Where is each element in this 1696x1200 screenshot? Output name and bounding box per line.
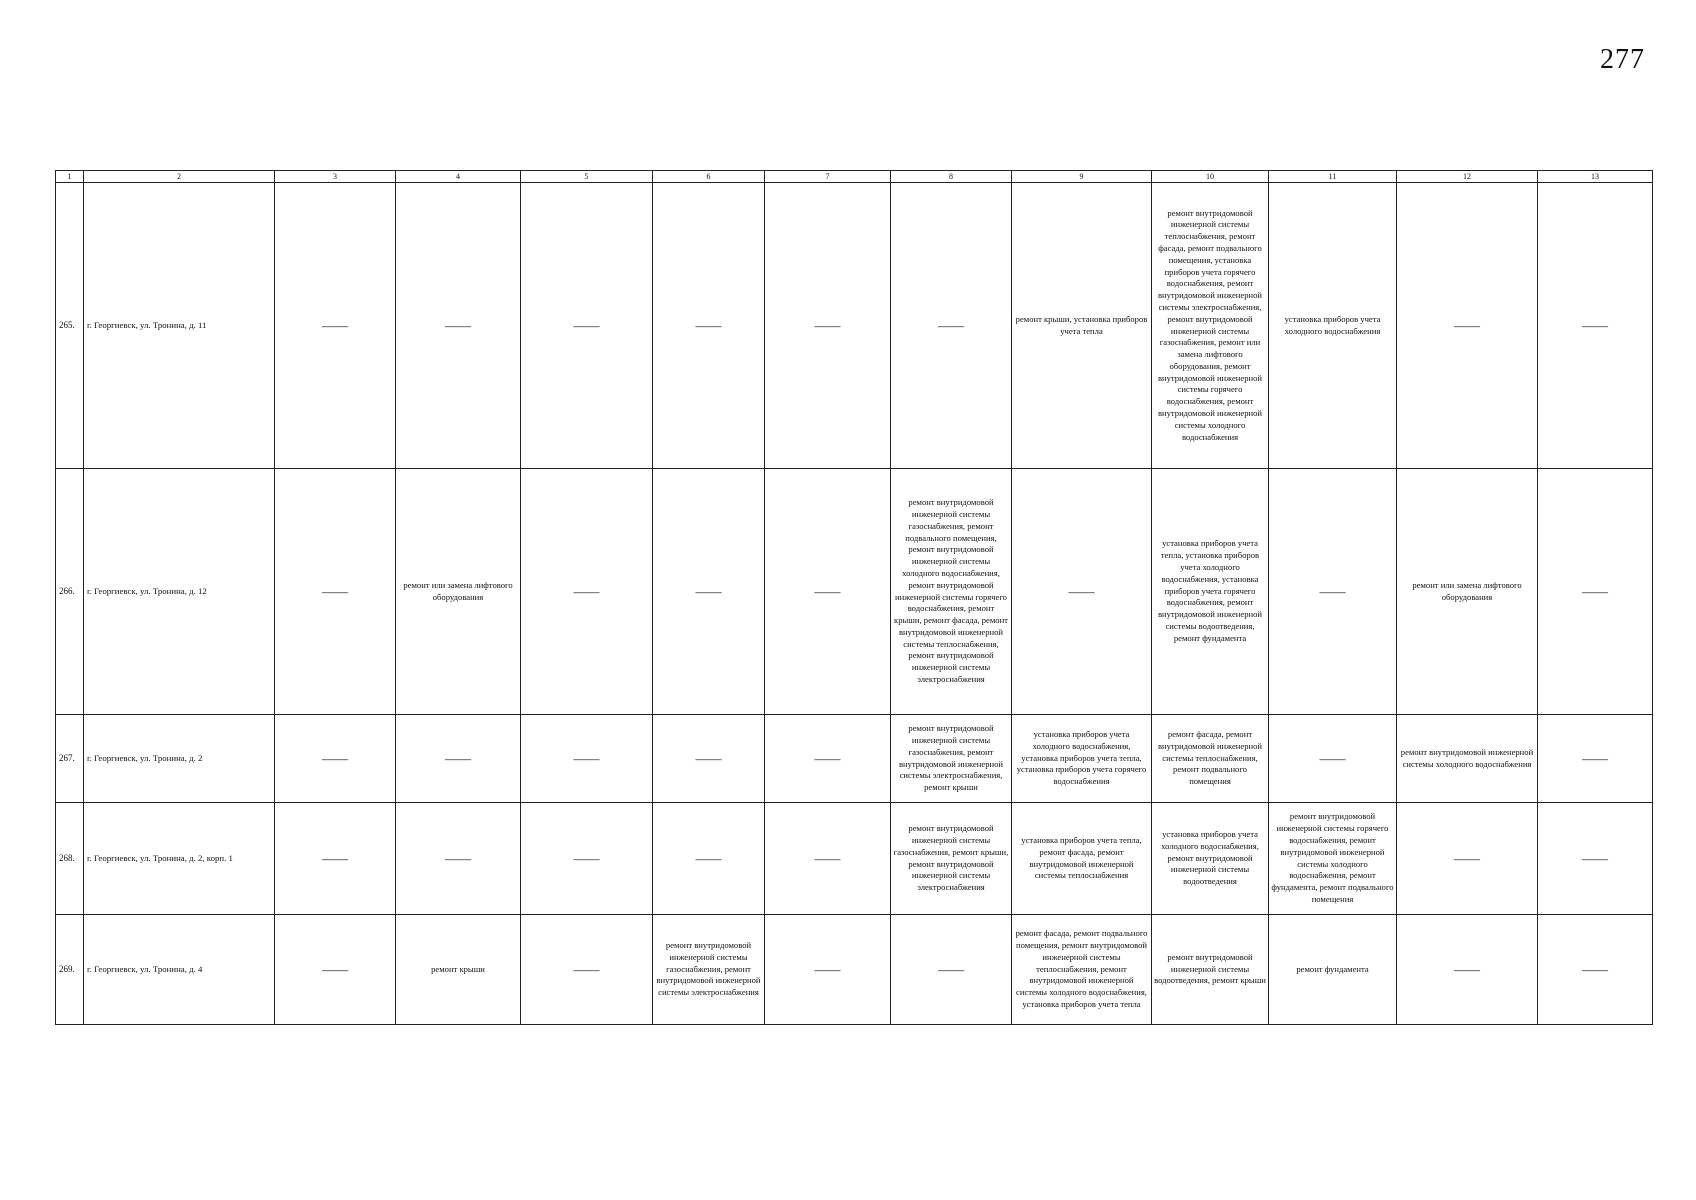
dash-cell: ——	[1538, 183, 1653, 469]
column-number: 10	[1152, 171, 1269, 183]
work-cell: ремонт внутридомовой инженерной системы газоснабжения, ремонт подвального помещения, ремонт внутридомовой инженерной системы холодного водоснабжения, ремонт внутридомовой инженерной системы горячего водоснабжения, ремонт крыши, ремонт фасада, ремонт внутридомовой инженерной системы теплоснабжения, ремонт внутридомовой инженерной системы электроснабжения	[891, 469, 1012, 715]
dash-cell: ——	[275, 803, 396, 915]
dash-cell: ——	[396, 803, 521, 915]
work-cell: ремонт внутридомовой инженерной системы водоотведения, ремонт крыши	[1152, 915, 1269, 1025]
work-cell: ремонт фасада, ремонт внутридомовой инженерной системы теплоснабжения, ремонт подвального помещения	[1152, 715, 1269, 803]
column-number: 7	[765, 171, 891, 183]
work-cell: установка приборов учета холодного водоснабжения	[1269, 183, 1397, 469]
dash-cell: ——	[1269, 715, 1397, 803]
work-cell: ремонт или замена лифтового оборудования	[1397, 469, 1538, 715]
work-cell: ремонт внутридомовой инженерной системы газоснабжения, ремонт внутридомовой инженерной системы электроснабжения, ремонт крыши	[891, 715, 1012, 803]
work-cell: установка приборов учета холодного водоснабжения, установка приборов учета тепла, установка приборов учета горячего водоснабжения	[1012, 715, 1152, 803]
column-number: 11	[1269, 171, 1397, 183]
dash-cell: ——	[1538, 715, 1653, 803]
dash-cell: ——	[891, 183, 1012, 469]
dash-cell: ——	[765, 183, 891, 469]
column-number: 3	[275, 171, 396, 183]
row-number: 269.	[56, 915, 84, 1025]
work-cell: ремонт внутридомовой инженерной системы газоснабжения, ремонт крыши, ремонт внутридомовой инженерной системы электроснабжения	[891, 803, 1012, 915]
table-row	[56, 183, 1653, 469]
column-number-row	[56, 171, 1653, 183]
dash-cell: ——	[396, 183, 521, 469]
dash-cell: ——	[1397, 915, 1538, 1025]
dash-cell: ——	[521, 915, 653, 1025]
dash-cell: ——	[1269, 469, 1397, 715]
table-row	[56, 803, 1653, 915]
address-cell: г. Георгиевск, ул. Тронина, д. 12	[84, 469, 275, 715]
dash-cell: ——	[765, 715, 891, 803]
dash-cell: ——	[521, 469, 653, 715]
table-row	[56, 915, 1653, 1025]
row-number: 268.	[56, 803, 84, 915]
work-cell: ремонт фундамента	[1269, 915, 1397, 1025]
address-cell: г. Георгиевск, ул. Тронина, д. 11	[84, 183, 275, 469]
dash-cell: ——	[521, 715, 653, 803]
dash-cell: ——	[765, 915, 891, 1025]
dash-cell: ——	[275, 469, 396, 715]
address-cell: г. Георгиевск, ул. Тронина, д. 4	[84, 915, 275, 1025]
dash-cell: ——	[653, 803, 765, 915]
address-cell: г. Георгиевск, ул. Тронина, д. 2	[84, 715, 275, 803]
work-cell: установка приборов учета тепла, ремонт фасада, ремонт внутридомовой инженерной системы теплоснабжения	[1012, 803, 1152, 915]
dash-cell: ——	[275, 183, 396, 469]
dash-cell: ——	[1012, 469, 1152, 715]
dash-cell: ——	[653, 183, 765, 469]
row-number: 265.	[56, 183, 84, 469]
dash-cell: ——	[653, 715, 765, 803]
work-cell: ремонт внутридомовой инженерной системы теплоснабжения, ремонт фасада, ремонт подвального помещения, установка приборов учета горячего водоснабжения, ремонт внутридомовой инженерной системы электроснабжения, ремонт внутридомовой инженерной системы газоснабжения, ремонт или замена лифтового оборудования, ремонт внутридомовой инженерной системы горячего водоснабжения, ремонт внутридомовой инженерной системы холодного водоснабжения	[1152, 183, 1269, 469]
table-row	[56, 469, 1653, 715]
column-number: 8	[891, 171, 1012, 183]
work-cell: ремонт внутридомовой инженерной системы холодного водоснабжения	[1397, 715, 1538, 803]
dash-cell: ——	[275, 915, 396, 1025]
column-number: 13	[1538, 171, 1653, 183]
column-number: 6	[653, 171, 765, 183]
dash-cell: ——	[396, 715, 521, 803]
dash-cell: ——	[1538, 915, 1653, 1025]
work-cell: ремонт фасада, ремонт подвального помещения, ремонт внутридомовой инженерной системы теплоснабжения, ремонт внутридомовой инженерной системы холодного водоснабжения, установка приборов учета тепла	[1012, 915, 1152, 1025]
work-cell: ремонт внутридомовой инженерной системы горячего водоснабжения, ремонт внутридомовой инженерной системы холодного водоснабжения, ремонт фундамента, ремонт подвального помещения	[1269, 803, 1397, 915]
dash-cell: ——	[275, 715, 396, 803]
address-cell: г. Георгиевск, ул. Тронина, д. 2, корп. 1	[84, 803, 275, 915]
work-cell: установка приборов учета холодного водоснабжения, ремонт внутридомовой инженерной системы водоотведения	[1152, 803, 1269, 915]
work-cell: ремонт внутридомовой инженерной системы газоснабжения, ремонт внутридомовой инженерной системы электроснабжения	[653, 915, 765, 1025]
page-number: 277	[1600, 44, 1645, 75]
dash-cell: ——	[765, 803, 891, 915]
dash-cell: ——	[1397, 183, 1538, 469]
dash-cell: ——	[521, 183, 653, 469]
column-number: 12	[1397, 171, 1538, 183]
repair-schedule-table	[55, 170, 1653, 1025]
column-number: 2	[84, 171, 275, 183]
work-cell: ремонт крыши, установка приборов учета тепла	[1012, 183, 1152, 469]
dash-cell: ——	[653, 469, 765, 715]
dash-cell: ——	[1538, 803, 1653, 915]
dash-cell: ——	[1397, 803, 1538, 915]
dash-cell: ——	[521, 803, 653, 915]
column-number: 4	[396, 171, 521, 183]
work-cell: ремонт крыши	[396, 915, 521, 1025]
work-cell: ремонт или замена лифтового оборудования	[396, 469, 521, 715]
work-cell: установка приборов учета тепла, установка приборов учета холодного водоснабжения, установка приборов учета горячего водоснабжения, ремонт внутридомовой инженерной системы водоотведения, ремонт фундамента	[1152, 469, 1269, 715]
row-number: 267.	[56, 715, 84, 803]
dash-cell: ——	[891, 915, 1012, 1025]
table-row	[56, 715, 1653, 803]
column-number: 5	[521, 171, 653, 183]
row-number: 266.	[56, 469, 84, 715]
dash-cell: ——	[1538, 469, 1653, 715]
dash-cell: ——	[765, 469, 891, 715]
column-number: 1	[56, 171, 84, 183]
column-number: 9	[1012, 171, 1152, 183]
